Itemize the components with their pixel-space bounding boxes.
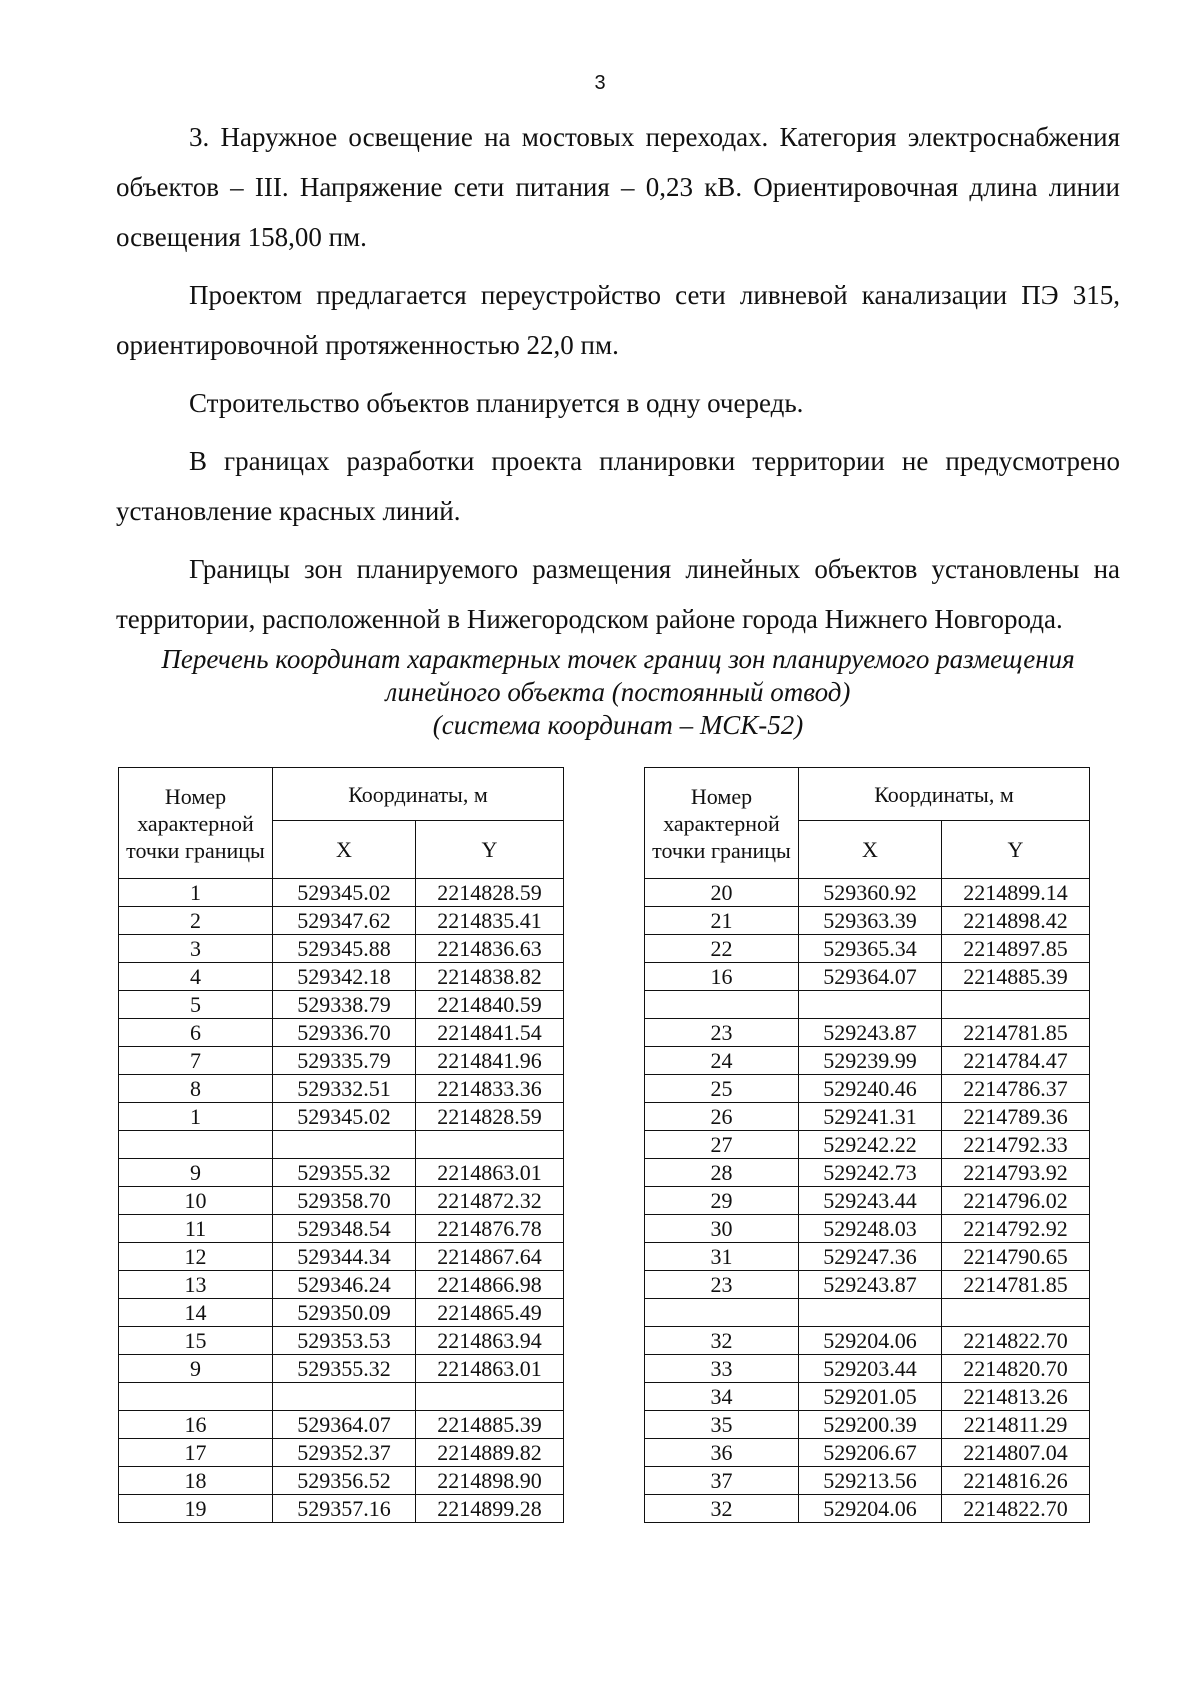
y-coordinate-cell: 2214790.65	[942, 1243, 1090, 1271]
paragraph-lighting: 3. Наружное освещение на мостовых переходах. Категория электроснабжения объектов – III. Напряжение сети питания – 0,23 кВ. Ориентировочная длина линии освещения 158,00 пм.	[116, 122, 1120, 252]
x-coordinate-cell: 529358.70	[273, 1187, 416, 1215]
y-coordinate-cell: 2214828.59	[416, 1103, 564, 1131]
point-number-cell: 33	[645, 1355, 799, 1383]
y-coordinate-cell: 2214885.39	[416, 1411, 564, 1439]
point-number-cell: 4	[119, 963, 273, 991]
caption-line-1: Перечень координат характерных точек границ зон планируемого размещения	[161, 644, 1075, 674]
point-number-cell: 37	[645, 1467, 799, 1495]
table-row	[119, 1411, 564, 1439]
point-number-cell: 13	[119, 1271, 273, 1299]
x-coordinate-cell: 529356.52	[273, 1467, 416, 1495]
point-number-cell: 20	[645, 879, 799, 907]
x-coordinate-cell	[799, 991, 942, 1019]
y-coordinate-cell: 2214872.32	[416, 1187, 564, 1215]
point-number-cell: 27	[645, 1131, 799, 1159]
header-point-number: Номер характерной точки границы	[119, 768, 273, 879]
x-coordinate-cell: 529355.32	[273, 1355, 416, 1383]
y-coordinate-cell: 2214899.28	[416, 1495, 564, 1523]
point-number-cell: 9	[119, 1159, 273, 1187]
table-row	[645, 1131, 1090, 1159]
point-number-cell: 18	[119, 1467, 273, 1495]
x-coordinate-cell: 529239.99	[799, 1047, 942, 1075]
table-row	[119, 1495, 564, 1523]
x-coordinate-cell: 529247.36	[799, 1243, 942, 1271]
x-coordinate-cell: 529240.46	[799, 1075, 942, 1103]
x-coordinate-cell: 529338.79	[273, 991, 416, 1019]
point-number-cell	[645, 1299, 799, 1327]
table-row	[645, 1271, 1090, 1299]
point-number-cell: 19	[119, 1495, 273, 1523]
y-coordinate-cell: 2214807.04	[942, 1439, 1090, 1467]
x-coordinate-cell: 529363.39	[799, 907, 942, 935]
x-coordinate-cell: 529345.02	[273, 1103, 416, 1131]
table-row	[645, 963, 1090, 991]
table-row	[645, 1495, 1090, 1523]
header-coordinates: Координаты, м	[273, 768, 564, 821]
table-row	[645, 1411, 1090, 1439]
table-row	[645, 1327, 1090, 1355]
point-number-cell: 30	[645, 1215, 799, 1243]
table-row	[119, 1271, 564, 1299]
y-coordinate-cell: 2214898.90	[416, 1467, 564, 1495]
point-number-cell: 3	[119, 935, 273, 963]
y-coordinate-cell: 2214781.85	[942, 1019, 1090, 1047]
y-coordinate-cell: 2214789.36	[942, 1103, 1090, 1131]
y-coordinate-cell: 2214865.49	[416, 1299, 564, 1327]
x-coordinate-cell: 529345.02	[273, 879, 416, 907]
x-coordinate-cell: 529243.87	[799, 1019, 942, 1047]
paragraph-zone-boundaries: Границы зон планируемого размещения линейных объектов установлены на территории, расположенной в Нижегородском районе города Нижнего Новгорода.	[116, 554, 1120, 634]
point-number-cell: 26	[645, 1103, 799, 1131]
point-number-cell: 15	[119, 1327, 273, 1355]
y-coordinate-cell: 2214786.37	[942, 1075, 1090, 1103]
point-number-cell: 34	[645, 1383, 799, 1411]
point-number-cell: 36	[645, 1439, 799, 1467]
caption-line-3: (система координат – МСК-52)	[432, 710, 804, 740]
paragraph-drainage: Проектом предлагается переустройство сети ливневой канализации ПЭ 315, ориентировочной протяженностью 22,0 пм.	[116, 280, 1120, 360]
table-row	[119, 1355, 564, 1383]
point-number-cell: 5	[119, 991, 273, 1019]
table-row	[119, 1383, 564, 1411]
point-number-cell: 17	[119, 1439, 273, 1467]
table-row	[645, 991, 1090, 1019]
table-row	[119, 1243, 564, 1271]
header-x: X	[799, 821, 942, 879]
table-row	[645, 879, 1090, 907]
y-coordinate-cell: 2214841.96	[416, 1047, 564, 1075]
table-row	[645, 1047, 1090, 1075]
x-coordinate-cell: 529336.70	[273, 1019, 416, 1047]
table-row	[645, 935, 1090, 963]
point-number-cell: 9	[119, 1355, 273, 1383]
y-coordinate-cell: 2214897.85	[942, 935, 1090, 963]
caption-line-2: линейного объекта (постоянный отвод)	[385, 677, 851, 707]
table-row	[119, 907, 564, 935]
y-coordinate-cell: 2214899.14	[942, 879, 1090, 907]
point-number-cell: 31	[645, 1243, 799, 1271]
x-coordinate-cell: 529346.24	[273, 1271, 416, 1299]
x-coordinate-cell: 529204.06	[799, 1495, 942, 1523]
x-coordinate-cell: 529241.31	[799, 1103, 942, 1131]
x-coordinate-cell: 529203.44	[799, 1355, 942, 1383]
y-coordinate-cell: 2214876.78	[416, 1215, 564, 1243]
y-coordinate-cell: 2214885.39	[942, 963, 1090, 991]
table-row	[119, 1159, 564, 1187]
x-coordinate-cell: 529206.67	[799, 1439, 942, 1467]
header-y: Y	[942, 821, 1090, 879]
x-coordinate-cell: 529364.07	[799, 963, 942, 991]
x-coordinate-cell: 529357.16	[273, 1495, 416, 1523]
x-coordinate-cell: 529248.03	[799, 1215, 942, 1243]
header-x: X	[273, 821, 416, 879]
point-number-cell: 35	[645, 1411, 799, 1439]
point-number-cell: 10	[119, 1187, 273, 1215]
table-row	[119, 1187, 564, 1215]
header-point-number: Номер характерной точки границы	[645, 768, 799, 879]
y-coordinate-cell: 2214816.26	[942, 1467, 1090, 1495]
point-number-cell: 12	[119, 1243, 273, 1271]
table-row	[645, 1159, 1090, 1187]
table-row	[645, 1467, 1090, 1495]
x-coordinate-cell: 529242.73	[799, 1159, 942, 1187]
table-row	[119, 1439, 564, 1467]
x-coordinate-cell: 529204.06	[799, 1327, 942, 1355]
y-coordinate-cell: 2214863.01	[416, 1355, 564, 1383]
x-coordinate-cell: 529365.34	[799, 935, 942, 963]
table-row	[645, 1439, 1090, 1467]
x-coordinate-cell: 529345.88	[273, 935, 416, 963]
point-number-cell	[119, 1383, 273, 1411]
point-number-cell: 23	[645, 1019, 799, 1047]
point-number-cell	[119, 1131, 273, 1159]
table-row	[119, 1467, 564, 1495]
point-number-cell	[645, 991, 799, 1019]
y-coordinate-cell: 2214867.64	[416, 1243, 564, 1271]
table-row	[119, 1047, 564, 1075]
x-coordinate-cell: 529200.39	[799, 1411, 942, 1439]
table-row	[645, 1187, 1090, 1215]
x-coordinate-cell: 529332.51	[273, 1075, 416, 1103]
table-row	[645, 1383, 1090, 1411]
y-coordinate-cell: 2214841.54	[416, 1019, 564, 1047]
table-row	[645, 1019, 1090, 1047]
y-coordinate-cell: 2214889.82	[416, 1439, 564, 1467]
point-number-cell: 32	[645, 1327, 799, 1355]
y-coordinate-cell: 2214820.70	[942, 1355, 1090, 1383]
y-coordinate-cell: 2214836.63	[416, 935, 564, 963]
table-row	[119, 935, 564, 963]
point-number-cell: 16	[119, 1411, 273, 1439]
point-number-cell: 23	[645, 1271, 799, 1299]
y-coordinate-cell: 2214793.92	[942, 1159, 1090, 1187]
table-row	[119, 1215, 564, 1243]
point-number-cell: 32	[645, 1495, 799, 1523]
x-coordinate-cell: 529213.56	[799, 1467, 942, 1495]
y-coordinate-cell: 2214863.01	[416, 1159, 564, 1187]
x-coordinate-cell	[273, 1383, 416, 1411]
point-number-cell: 2	[119, 907, 273, 935]
y-coordinate-cell: 2214833.36	[416, 1075, 564, 1103]
x-coordinate-cell: 529335.79	[273, 1047, 416, 1075]
x-coordinate-cell: 529242.22	[799, 1131, 942, 1159]
y-coordinate-cell: 2214792.33	[942, 1131, 1090, 1159]
header-y: Y	[416, 821, 564, 879]
x-coordinate-cell: 529360.92	[799, 879, 942, 907]
y-coordinate-cell: 2214840.59	[416, 991, 564, 1019]
point-number-cell: 24	[645, 1047, 799, 1075]
x-coordinate-cell: 529344.34	[273, 1243, 416, 1271]
y-coordinate-cell	[416, 1131, 564, 1159]
table-row	[119, 1075, 564, 1103]
point-number-cell: 11	[119, 1215, 273, 1243]
y-coordinate-cell: 2214822.70	[942, 1495, 1090, 1523]
point-number-cell: 25	[645, 1075, 799, 1103]
table-caption	[116, 643, 1120, 742]
page-number: 3	[594, 72, 606, 94]
coordinates-table-right	[644, 767, 1090, 1523]
x-coordinate-cell: 529243.44	[799, 1187, 942, 1215]
table-row	[119, 1103, 564, 1131]
point-number-cell: 1	[119, 1103, 273, 1131]
header-coordinates: Координаты, м	[799, 768, 1090, 821]
point-number-cell: 21	[645, 907, 799, 935]
y-coordinate-cell	[942, 1299, 1090, 1327]
x-coordinate-cell: 529342.18	[273, 963, 416, 991]
paragraph-red-lines: В границах разработки проекта планировки территории не предусмотрено установление красных линий.	[116, 446, 1120, 526]
point-number-cell: 22	[645, 935, 799, 963]
point-number-cell: 29	[645, 1187, 799, 1215]
table-row	[119, 1019, 564, 1047]
y-coordinate-cell: 2214784.47	[942, 1047, 1090, 1075]
point-number-cell: 1	[119, 879, 273, 907]
y-coordinate-cell: 2214863.94	[416, 1327, 564, 1355]
y-coordinate-cell: 2214781.85	[942, 1271, 1090, 1299]
y-coordinate-cell	[416, 1383, 564, 1411]
coordinates-table-left	[118, 767, 564, 1523]
point-number-cell: 28	[645, 1159, 799, 1187]
point-number-cell: 8	[119, 1075, 273, 1103]
table-row	[645, 1243, 1090, 1271]
y-coordinate-cell	[942, 991, 1090, 1019]
x-coordinate-cell: 529348.54	[273, 1215, 416, 1243]
table-row	[645, 1075, 1090, 1103]
point-number-cell: 6	[119, 1019, 273, 1047]
x-coordinate-cell	[273, 1131, 416, 1159]
point-number-cell: 14	[119, 1299, 273, 1327]
y-coordinate-cell: 2214792.92	[942, 1215, 1090, 1243]
paragraph-construction-stage: Строительство объектов планируется в одну очередь.	[189, 388, 804, 418]
x-coordinate-cell: 529350.09	[273, 1299, 416, 1327]
table-row	[645, 1355, 1090, 1383]
table-row	[119, 1327, 564, 1355]
x-coordinate-cell: 529352.37	[273, 1439, 416, 1467]
y-coordinate-cell: 2214866.98	[416, 1271, 564, 1299]
x-coordinate-cell: 529201.05	[799, 1383, 942, 1411]
table-row	[119, 879, 564, 907]
table-row	[119, 963, 564, 991]
x-coordinate-cell: 529243.87	[799, 1271, 942, 1299]
table-row	[645, 1215, 1090, 1243]
y-coordinate-cell: 2214796.02	[942, 1187, 1090, 1215]
y-coordinate-cell: 2214838.82	[416, 963, 564, 991]
x-coordinate-cell: 529364.07	[273, 1411, 416, 1439]
point-number-cell: 16	[645, 963, 799, 991]
y-coordinate-cell: 2214813.26	[942, 1383, 1090, 1411]
y-coordinate-cell: 2214835.41	[416, 907, 564, 935]
point-number-cell: 7	[119, 1047, 273, 1075]
y-coordinate-cell: 2214811.29	[942, 1411, 1090, 1439]
x-coordinate-cell: 529355.32	[273, 1159, 416, 1187]
y-coordinate-cell: 2214828.59	[416, 879, 564, 907]
table-row	[645, 907, 1090, 935]
table-row	[119, 991, 564, 1019]
table-row	[119, 1299, 564, 1327]
x-coordinate-cell	[799, 1299, 942, 1327]
table-row	[645, 1103, 1090, 1131]
x-coordinate-cell: 529353.53	[273, 1327, 416, 1355]
y-coordinate-cell: 2214822.70	[942, 1327, 1090, 1355]
table-row	[645, 1299, 1090, 1327]
y-coordinate-cell: 2214898.42	[942, 907, 1090, 935]
table-row	[119, 1131, 564, 1159]
body-text	[116, 112, 1120, 644]
x-coordinate-cell: 529347.62	[273, 907, 416, 935]
